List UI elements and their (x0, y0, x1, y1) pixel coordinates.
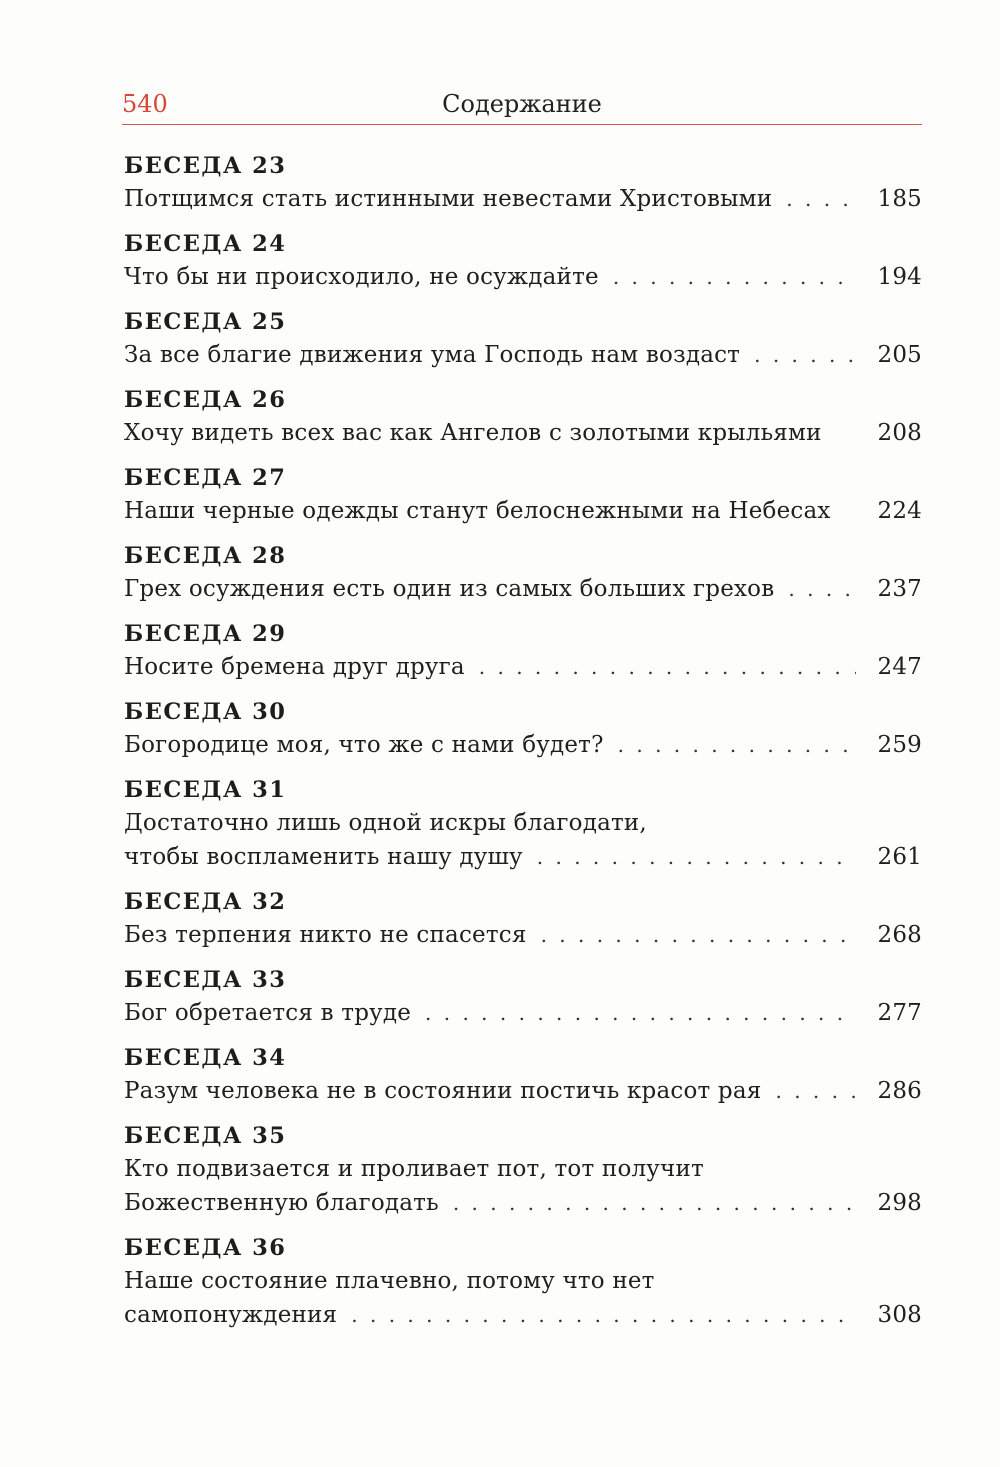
toc-entry-heading: БЕСЕДА 24 (124, 231, 287, 257)
toc-entry-heading: БЕСЕДА 29 (124, 621, 287, 647)
toc-entry-27 (124, 462, 922, 528)
dot-leader (613, 260, 856, 294)
toc-entry-page: 268 (877, 922, 922, 948)
toc-entry-title-part: Кто подвизается и проливает пот, тот получит (124, 1156, 704, 1182)
toc-entry-title: Что бы ни происходило, не осуждайте (124, 264, 599, 290)
toc-entry-line (124, 1298, 922, 1332)
toc-entry-page: 224 (877, 498, 922, 524)
toc-entry-line (124, 996, 922, 1030)
toc-entry-page: 247 (877, 654, 922, 680)
dot-leader (479, 650, 856, 684)
toc-entry-title: Богородице моя, что же с нами будет? (124, 732, 604, 758)
toc-entry-line (124, 1074, 922, 1108)
toc-entry-heading: БЕСЕДА 23 (124, 153, 287, 179)
dot-leader (754, 338, 856, 372)
toc-entry-line (124, 494, 922, 528)
toc-entry-30 (124, 696, 922, 762)
toc-entry-title: Грех осуждения есть один из самых больших грехов (124, 576, 775, 602)
toc-entry-heading: БЕСЕДА 34 (124, 1045, 287, 1071)
toc-entry-heading: БЕСЕДА 36 (124, 1235, 287, 1261)
toc-entry-title-part: Достаточно лишь одной искры благодати, (124, 810, 647, 836)
toc-entry-23 (124, 150, 922, 216)
toc-entry-heading: БЕСЕДА 27 (124, 465, 287, 491)
dot-leader (788, 572, 856, 606)
toc-entry-line-first (124, 806, 922, 840)
toc-entry-heading: БЕСЕДА 33 (124, 967, 287, 993)
toc-entry-heading: БЕСЕДА 30 (124, 699, 287, 725)
toc-entry-line (124, 840, 922, 874)
page-header (122, 88, 922, 125)
toc-entry-line (124, 338, 922, 372)
toc-entry-28 (124, 540, 922, 606)
toc-entry-page: 237 (877, 576, 922, 602)
toc-entry-title: Наши черные одежды станут белоснежными на Небесах (124, 498, 831, 524)
running-title-text: Содержание (442, 90, 602, 118)
toc-entry-heading: БЕСЕДА 31 (124, 777, 287, 803)
toc-entry-29 (124, 618, 922, 684)
dot-leader (618, 728, 856, 762)
toc-entry-page: 277 (877, 1000, 922, 1026)
dot-leader (351, 1298, 856, 1332)
toc-entry-line (124, 1186, 922, 1220)
toc-entry-line (124, 572, 922, 606)
toc-entry-title: чтобы воспламенить нашу душу (124, 844, 523, 870)
toc-entry-24 (124, 228, 922, 294)
dot-leader (425, 996, 856, 1030)
toc-entry-heading: БЕСЕДА 26 (124, 387, 287, 413)
toc-entry-title-part: Наше состояние плачевно, потому что нет (124, 1268, 655, 1294)
page-number: 540 (122, 90, 168, 118)
dot-leader (541, 918, 856, 952)
toc-entry-heading: БЕСЕДА 32 (124, 889, 287, 915)
toc-entry-line (124, 260, 922, 294)
toc-entry-line (124, 728, 922, 762)
toc-entry-page: 194 (877, 264, 922, 290)
toc-entry-35 (124, 1120, 922, 1220)
toc-entry-page: 208 (877, 420, 922, 446)
toc-entry-title: Потщимся стать истинными невестами Христовыми (124, 186, 773, 212)
toc-entry-36 (124, 1232, 922, 1332)
toc-entry-heading: БЕСЕДА 35 (124, 1123, 287, 1149)
toc-entry-page: 259 (877, 732, 922, 758)
table-of-contents (124, 150, 922, 1344)
toc-entry-title: Без терпения никто не спасется (124, 922, 527, 948)
toc-entry-25 (124, 306, 922, 372)
toc-entry-title: За все благие движения ума Господь нам воздаст (124, 342, 741, 368)
toc-entry-heading: БЕСЕДА 25 (124, 309, 287, 335)
dot-leader (537, 840, 856, 874)
toc-entry-title: Разум человека не в состоянии постичь красот рая (124, 1078, 762, 1104)
toc-entry-page: 261 (877, 844, 922, 870)
toc-entry-line (124, 650, 922, 684)
running-title (122, 90, 922, 118)
toc-entry-32 (124, 886, 922, 952)
toc-entry-26 (124, 384, 922, 450)
dot-leader (453, 1186, 856, 1220)
toc-entry-line-first (124, 1264, 922, 1298)
dot-leader (786, 182, 856, 216)
toc-entry-31 (124, 774, 922, 874)
toc-entry-page: 185 (877, 186, 922, 212)
toc-entry-title: самопонуждения (124, 1302, 338, 1328)
toc-entry-page: 308 (877, 1302, 922, 1328)
toc-entry-line-first (124, 1152, 922, 1186)
toc-entry-heading: БЕСЕДА 28 (124, 543, 287, 569)
toc-entry-line (124, 182, 922, 216)
toc-entry-title: Хочу видеть всех вас как Ангелов с золотыми крыльями (124, 420, 822, 446)
toc-entry-line (124, 918, 922, 952)
toc-entry-page: 286 (877, 1078, 922, 1104)
toc-entry-34 (124, 1042, 922, 1108)
toc-entry-title: Божественную благодать (124, 1190, 439, 1216)
dot-leader (775, 1074, 856, 1108)
toc-entry-page: 205 (877, 342, 922, 368)
toc-entry-page: 298 (877, 1190, 922, 1216)
toc-entry-title: Носите бремена друг друга (124, 654, 465, 680)
toc-entry-line (124, 416, 922, 450)
toc-entry-33 (124, 964, 922, 1030)
toc-entry-title: Бог обретается в труде (124, 1000, 412, 1026)
